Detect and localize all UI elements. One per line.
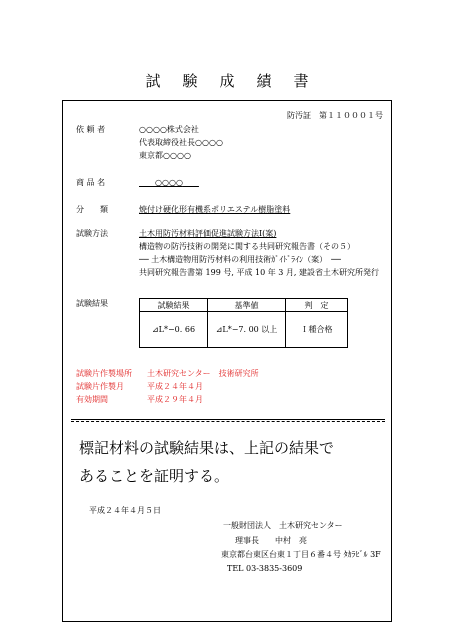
product-label: 商 品 名 bbox=[76, 178, 106, 187]
results-cell: ⊿L*−7. 00 以上 bbox=[208, 312, 286, 348]
results-table bbox=[139, 298, 348, 348]
method-reference: 共同研究報告書第 199 号, 平成 10 年 3 月, 建設省土木研究所発行 bbox=[139, 268, 379, 277]
client-label: 依 頼 者 bbox=[76, 125, 106, 134]
results-header: 判 定 bbox=[286, 299, 348, 312]
specimen-date-label: 試験片作製月 bbox=[76, 382, 124, 391]
results-header: 基準値 bbox=[208, 299, 286, 312]
method-reference: 構造物の防汚技術の開発に関する共同研究報告書（その５） bbox=[139, 242, 355, 251]
specimen-date-value: 平成２４年４月 bbox=[147, 382, 203, 391]
product-name: ○○○○ bbox=[155, 178, 183, 187]
certificate-frame bbox=[62, 100, 392, 622]
results-label: 試験結果 bbox=[76, 299, 108, 308]
validity-value: 平成２９年４月 bbox=[147, 395, 203, 404]
certify-line-2: あることを証明する。 bbox=[79, 467, 230, 485]
results-header: 試験結果 bbox=[140, 299, 208, 312]
client-line: 東京都○○○○ bbox=[139, 151, 191, 160]
divider-dashed bbox=[71, 421, 385, 422]
client-line: ○○○○株式会社 bbox=[139, 125, 199, 134]
issuer-address: 東京都台東区台東１丁目６番４号 ﾀｶﾗﾋﾞﾙ 3F bbox=[221, 550, 381, 559]
client-line: 代表取締役社長○○○○ bbox=[139, 138, 223, 147]
issuer-chief: 理事長 中村 亮 bbox=[235, 536, 307, 545]
category-label: 分 類 bbox=[76, 205, 108, 214]
category-value: 焼付け硬化形有機系ポリエステル樹脂塗料 bbox=[139, 205, 291, 214]
method-title: 土木用防汚材料評価促進試験方法Ⅰ(案) bbox=[139, 229, 277, 238]
results-cell: ⊿L*−0. 66 bbox=[140, 312, 208, 348]
results-cell: Ｉ種合格 bbox=[286, 312, 348, 348]
document-title: 試験成績書 bbox=[145, 72, 331, 90]
certify-line-1: 標記材料の試験結果は、上記の結果で bbox=[79, 439, 335, 457]
method-reference: ── 土木構造物用防汚材料の利用技術ｶﾞｲﾄﾞﾗｲﾝ（案） ── bbox=[139, 255, 341, 264]
specimen-place-value: 土木研究センター 技術研究所 bbox=[147, 369, 259, 378]
issuer-tel: TEL 03-3835-3609 bbox=[227, 564, 303, 573]
certificate-number: 防汚証 第１１０００１号 bbox=[287, 111, 383, 120]
validity-label: 有効期間 bbox=[76, 395, 108, 404]
method-label: 試験方法 bbox=[76, 229, 108, 238]
issuer-org: 一般財団法人 土木研究センター bbox=[223, 521, 343, 530]
specimen-place-label: 試験片作製場所 bbox=[76, 369, 132, 378]
issue-date: 平成２４年４月５日 bbox=[89, 506, 161, 515]
divider-line bbox=[71, 419, 385, 420]
